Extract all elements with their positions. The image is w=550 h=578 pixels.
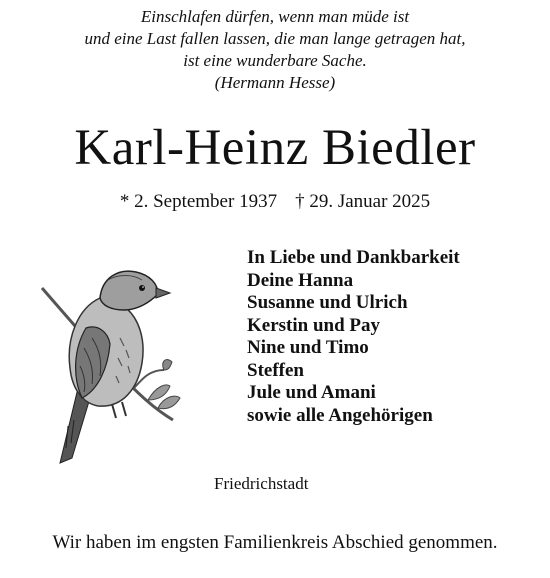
quote-line: ist eine wunderbare Sache. — [183, 51, 367, 70]
place-name: Friedrichstadt — [214, 474, 309, 493]
closing-note: Wir haben im engsten Familienkreis Abschied genommen. — [52, 532, 498, 553]
list-item: Jule und Amani — [247, 382, 376, 403]
death-date: † 29. Januar 2025 — [295, 191, 431, 212]
list-item: Nine und Timo — [247, 337, 369, 358]
list-item: Susanne und Ulrich — [247, 292, 408, 313]
birth-date: * 2. September 1937 — [119, 191, 278, 212]
epigraph-quote — [0, 6, 550, 94]
quote-line: und eine Last fallen lassen, die man lange getragen hat, — [84, 29, 466, 48]
sparrow-on-branch-icon — [38, 258, 188, 468]
quote-attribution: (Hermann Hesse) — [214, 73, 336, 92]
life-dates — [0, 190, 550, 214]
list-item: Steffen — [247, 359, 304, 381]
quote-line: Einschlafen dürfen, wenn man müde ist — [140, 7, 410, 26]
list-item: In Liebe und Dankbarkeit — [247, 247, 460, 268]
list-item: sowie alle Angehörigen — [247, 404, 433, 426]
list-item: Kerstin und Pay — [247, 314, 381, 336]
list-item: Deine Hanna — [247, 269, 354, 291]
deceased-name: Karl-Heinz Biedler — [74, 120, 476, 176]
mourners-list — [247, 247, 460, 427]
